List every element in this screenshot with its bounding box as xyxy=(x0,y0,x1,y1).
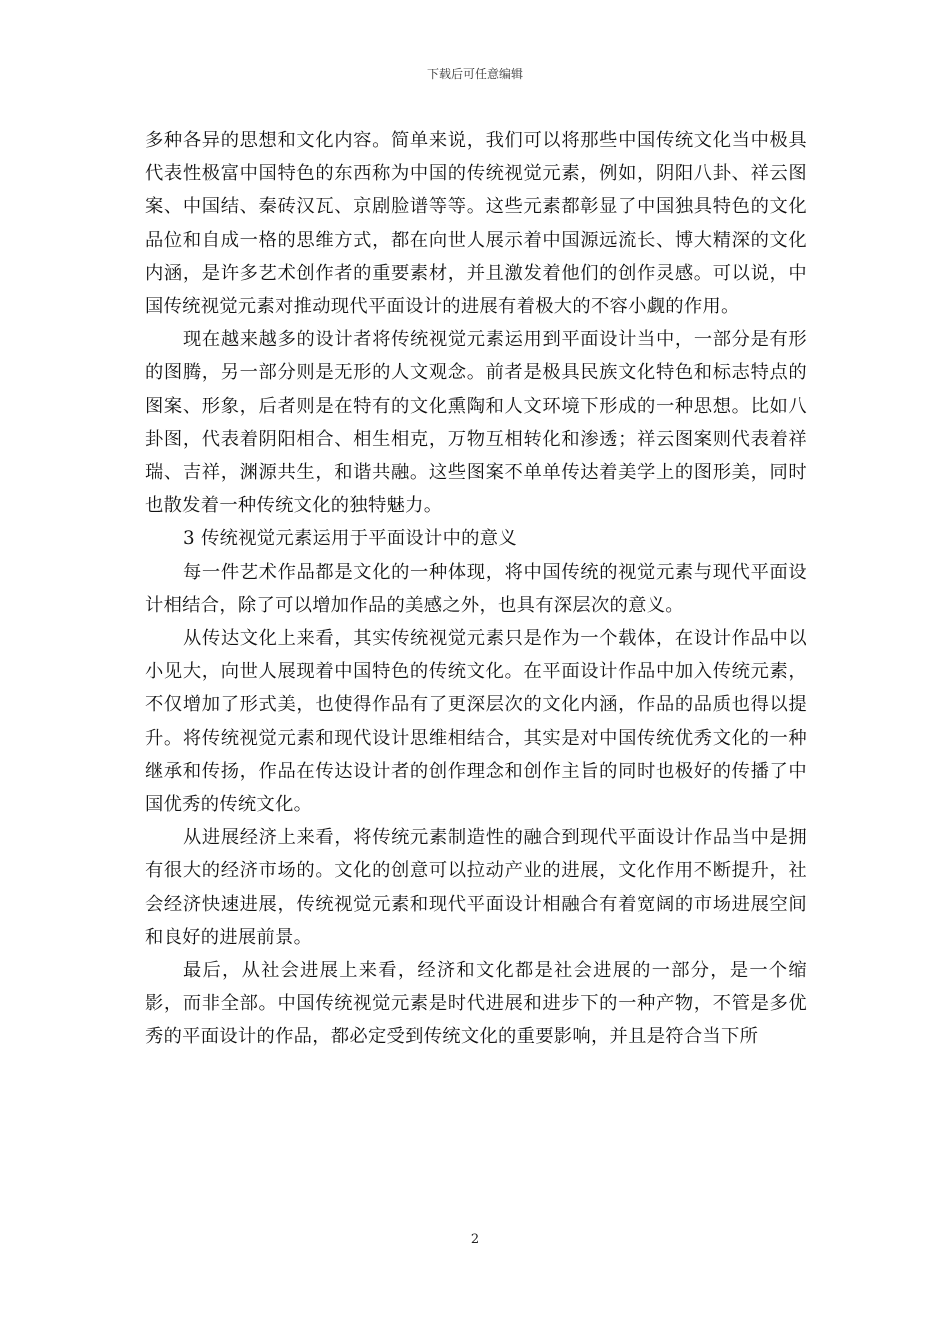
page-header: 下载后可任意编辑 xyxy=(426,67,523,81)
section-heading: 3 传统视觉元素运用于平面设计中的意义 xyxy=(183,528,517,550)
paragraph-significance-intro: 每一件艺术作品都是文化的一种体现，将中国传统的视觉元素与现代平面设计相结合，除了可以增加作品的美感之外，也具有深层次的意义。 xyxy=(145,561,807,616)
body-text xyxy=(145,124,807,1054)
paragraph-economy: 从进展经济上来看，将传统元素制造性的融合到现代平面设计作品当中是拥有很大的经济市场的。文化的创意可以拉动产业的进展，文化作用不断提升，社会经济快速进展，传统视觉元素和现代平面设计相融合有着宽阔的市场进展空间和良好的进展前景。 xyxy=(145,827,807,948)
page-number: 2 xyxy=(470,1232,480,1247)
paragraph-culture: 从传达文化上来看，其实传统视觉元素只是作为一个载体，在设计作品中以小见大，向世人展现着中国特色的传统文化。在平面设计作品中加入传统元素，不仅增加了形式美，也使得作品有了更深层次的文化内涵，作品的品质也得以提升。将传统视觉元素和现代设计思维相结合，其实是对中国传统优秀文化的一种继承和传扬，作品在传达设计者的创作理念和创作主旨的同时也极好的传播了中国优秀的传统文化。 xyxy=(145,628,807,816)
paragraph-continued: 多种各异的思想和文化内容。简单来说，我们可以将那些中国传统文化当中极具代表性极富中国特色的东西称为中国的传统视觉元素，例如，阴阳八卦、祥云图案、中国结、秦砖汉瓦、京剧脸谱等等。这些元素都彰显了中国独具特色的文化品位和自成一格的思维方式，都在向世人展示着中国源远流长、博大精深的文化内涵，是许多艺术创作者的重要素材，并且激发着他们的创作灵感。可以说，中国传统视觉元素对推动现代平面设计的进展有着极大的不容小觑的作用。 xyxy=(145,130,807,318)
paragraph-design-elements: 现在越来越多的设计者将传统视觉元素运用到平面设计当中，一部分是有形的图腾，另一部分则是无形的人文观念。前者是极具民族文化特色和标志特点的图案、形象，后者则是在特有的文化熏陶和人文环境下形成的一种思想。比如八卦图，代表着阴阳相合、相生相克，万物互相转化和渗透；祥云图案则代表着祥瑞、吉祥，渊源共生，和谐共融。这些图案不单单传达着美学上的图形美，同时也散发着一种传统文化的独特魅力。 xyxy=(145,329,807,517)
paragraph-society: 最后，从社会进展上来看，经济和文化都是社会进展的一部分，是一个缩影，而非全部。中国传统视觉元素是时代进展和进步下的一种产物，不管是多优秀的平面设计的作品，都必定受到传统文化的重要影响，并且是符合当下所 xyxy=(145,960,807,1048)
